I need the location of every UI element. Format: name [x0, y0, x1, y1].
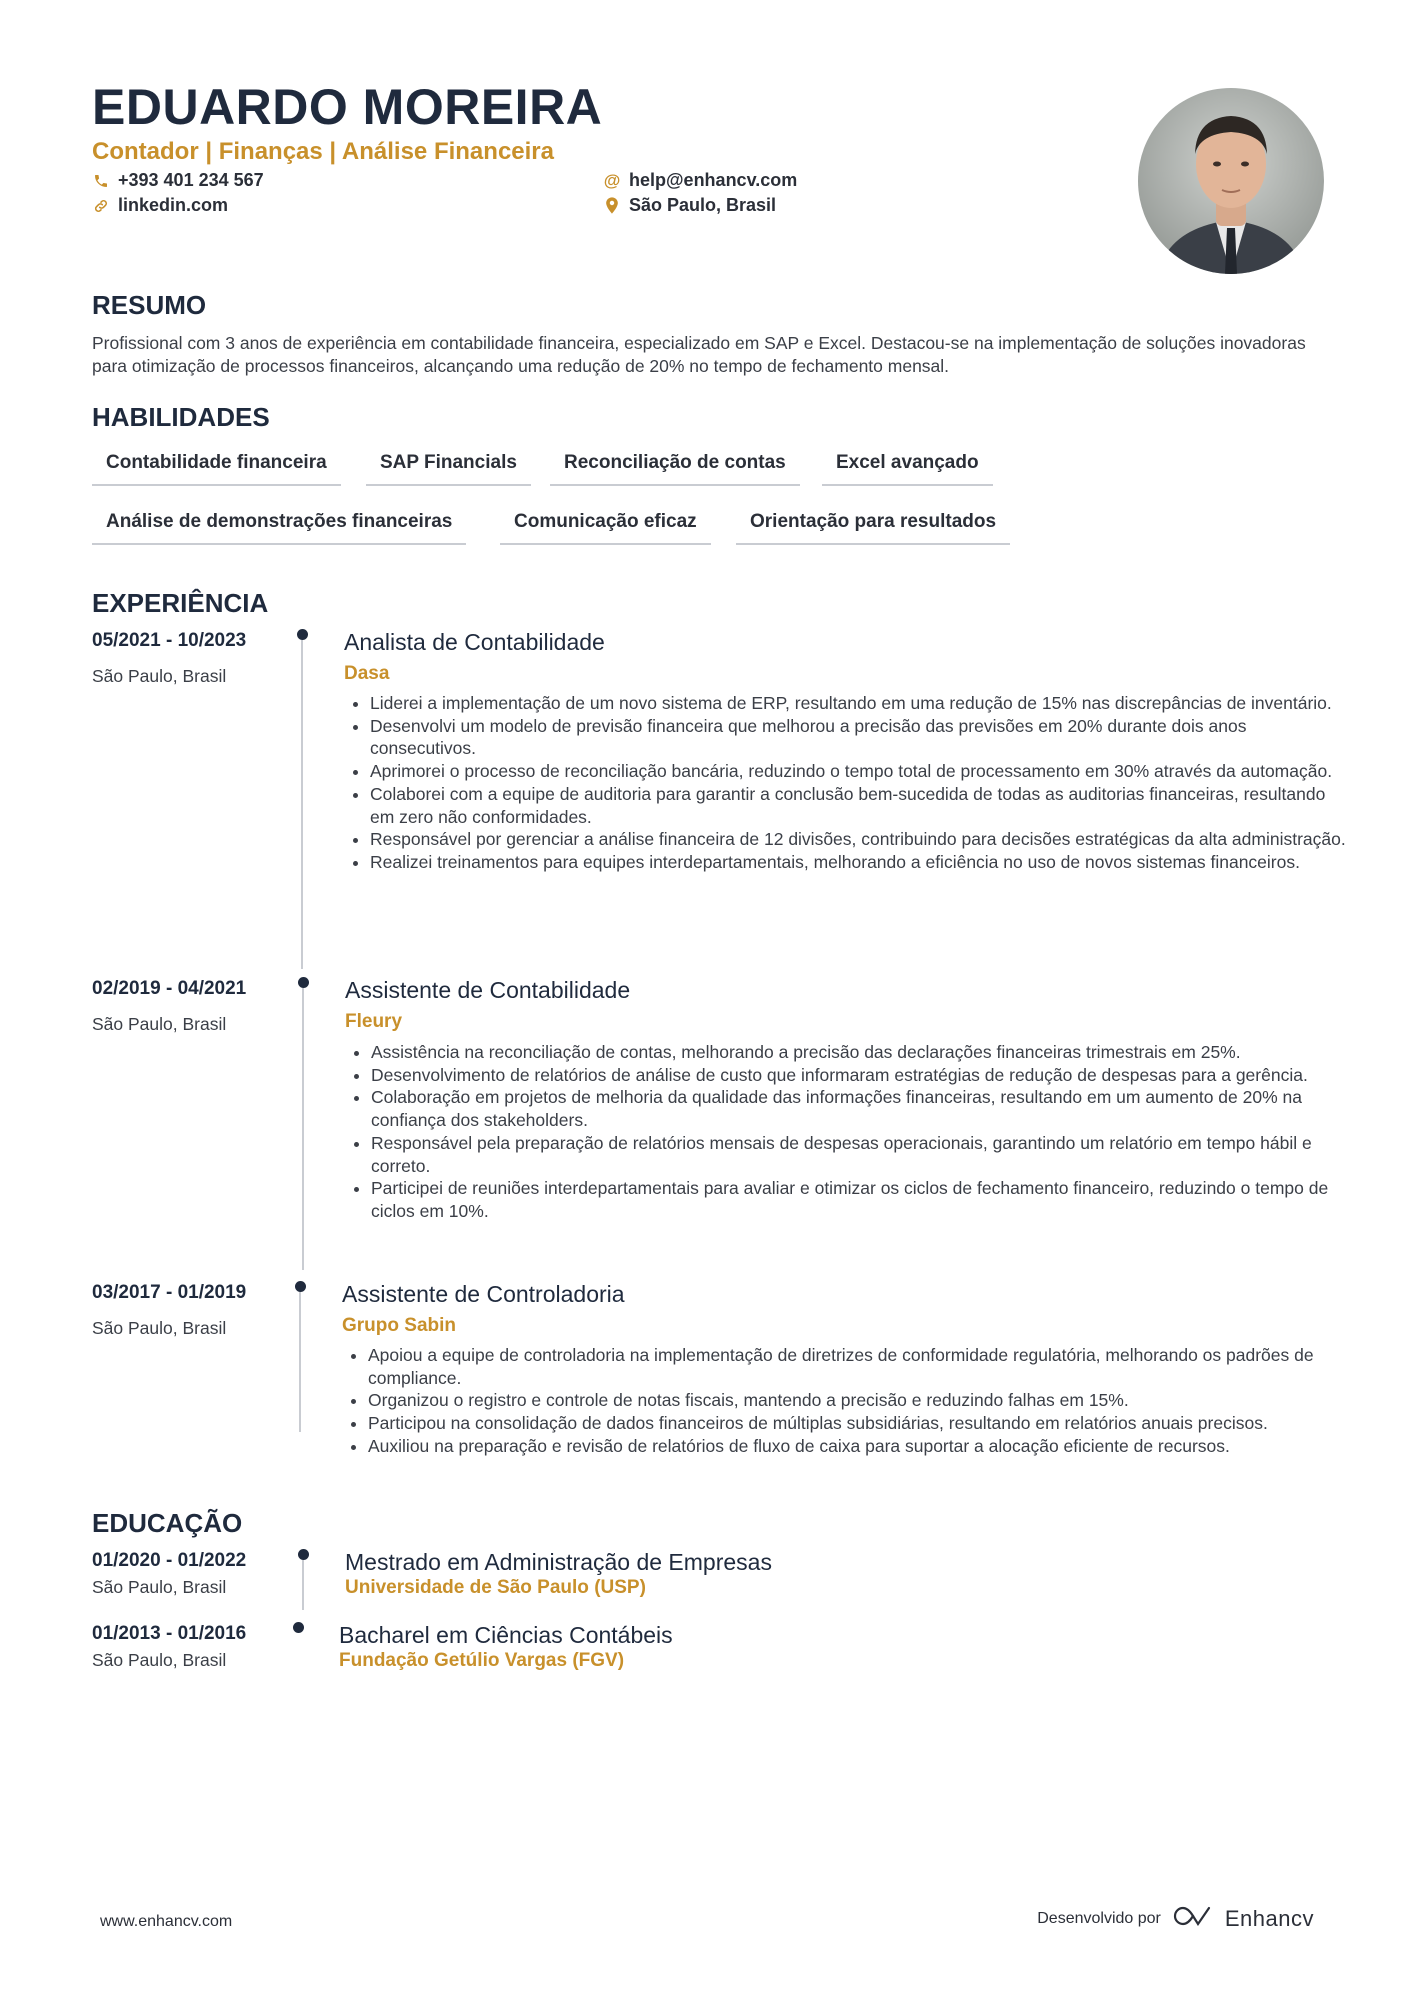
experience-company: Fleury	[345, 1011, 403, 1032]
bullet-item: • Desenvolvimento de relatórios de análise de custo que informaram estratégias de redução de despesas para a gerência.	[371, 1064, 1351, 1087]
education-date: 01/2020 - 01/2022	[92, 1550, 247, 1571]
candidate-name: EDUARDO MOREIRA	[92, 79, 603, 135]
education-location: São Paulo, Brasil	[92, 1650, 227, 1670]
experience-date: 03/2017 - 01/2019	[92, 1282, 247, 1303]
summary-text: Profissional com 3 anos de experiência em contabilidade financeira, especializado em SAP e Excel. Destacou-se na implementação de soluções inovadoras para otimização de processos financeiros, alcançando uma redução de 20% no tempo de fechamento mensal.	[92, 333, 1306, 376]
footer-brand: Enhancv	[1224, 1905, 1314, 1931]
education-degree: Bacharel em Ciências Contábeis	[339, 1622, 673, 1648]
skills-heading: HABILIDADES	[92, 402, 270, 432]
experience-location: São Paulo, Brasil	[92, 1318, 227, 1338]
bullet-item: • Auxiliou na preparação e revisão de relatórios de fluxo de caixa para suportar a alocação eficiente de recursos.	[368, 1435, 1348, 1458]
education-heading: EDUCAÇÃO	[92, 1508, 243, 1538]
timeline-dot	[297, 629, 308, 640]
experience-heading: EXPERIÊNCIA	[92, 588, 269, 618]
experience-role: Assistente de Contabilidade	[345, 977, 631, 1003]
link-icon	[92, 197, 110, 215]
candidate-title: Contador | Finanças | Análise Financeira	[92, 138, 554, 165]
experience-location: São Paulo, Brasil	[92, 1014, 227, 1034]
location-pin-icon	[603, 197, 621, 215]
skill-tag: Análise de demonstrações financeiras	[92, 511, 466, 545]
bullet-item: • Responsável por gerenciar a análise financeira de 12 divisões, contribuindo para decisões estratégicas da alta administração.	[370, 828, 1352, 851]
skill-tag: Excel avançado	[822, 452, 993, 486]
footer-built-by: Desenvolvido por	[1037, 1909, 1161, 1927]
bullet-item: • Assistência na reconciliação de contas, melhorando a precisão das declarações financeiras trimestrais em 25%.	[371, 1041, 1351, 1064]
experience-role: Analista de Contabilidade	[344, 629, 605, 655]
bullet-item: • Responsável pela preparação de relatórios mensais de despesas operacionais, garantindo um relatório em tempo hábil e correto.	[371, 1132, 1351, 1177]
contact-phone	[92, 170, 264, 191]
experience-company: Grupo Sabin	[342, 1315, 456, 1336]
experience-date: 02/2019 - 04/2021	[92, 978, 247, 999]
timeline-line	[299, 1292, 301, 1432]
skill-tag: Comunicação eficaz	[500, 511, 711, 545]
timeline-dot	[298, 1549, 309, 1560]
education-date: 01/2013 - 01/2016	[92, 1623, 247, 1644]
education-school: Fundação Getúlio Vargas (FGV)	[339, 1650, 625, 1671]
skill-tag: Orientação para resultados	[736, 511, 1010, 545]
contact-email	[603, 170, 797, 191]
contact-linkedin	[92, 195, 228, 216]
skill-tag: Contabilidade financeira	[92, 452, 341, 486]
education-degree: Mestrado em Administração de Empresas	[345, 1549, 772, 1575]
experience-bullets	[342, 1344, 1348, 1458]
timeline-line	[301, 640, 303, 969]
bullet-item: • Liderei a implementação de um novo sistema de ERP, resultando em uma redução de 15% nas discrepâncias de inventário.	[370, 692, 1352, 715]
footer-credit	[1037, 1905, 1314, 1932]
bullet-item: • Desenvolvi um modelo de previsão financeira que melhorou a precisão das previsões em 20% durante dois anos consecutivos.	[370, 715, 1352, 760]
timeline-line	[302, 988, 304, 1270]
profile-photo	[1138, 88, 1324, 274]
experience-date: 05/2021 - 10/2023	[92, 630, 247, 651]
bullet-item: • Participou na consolidação de dados financeiros de múltiplas subsidiárias, resultando em relatórios anuais precisos.	[368, 1412, 1348, 1435]
experience-company: Dasa	[344, 663, 390, 684]
bullet-item: • Colaborei com a equipe de auditoria para garantir a conclusão bem-sucedida de todas as auditorias financeiras, resultando em zero não conformidades.	[370, 783, 1352, 828]
education-location: São Paulo, Brasil	[92, 1577, 227, 1597]
skill-tag: SAP Financials	[366, 452, 531, 486]
bullet-item: • Apoiou a equipe de controladoria na implementação de diretrizes de conformidade regulatória, melhorando os padrões de compliance.	[368, 1344, 1348, 1389]
email-text[interactable]: help@enhancv.com	[629, 170, 798, 190]
timeline-dot	[293, 1622, 304, 1633]
bullet-item: • Realizei treinamentos para equipes interdepartamentais, melhorando a eficiência no uso de novos sistemas financeiros.	[370, 851, 1352, 874]
bullet-item: • Organizou o registro e controle de notas fiscais, mantendo a precisão e reduzindo falhas em 15%.	[368, 1389, 1348, 1412]
experience-bullets	[344, 692, 1352, 874]
bullet-item: • Colaboração em projetos de melhoria da qualidade das informações financeiras, resultando em um aumento de 20% na confiança dos stakeholders.	[371, 1086, 1351, 1131]
skill-tag: Reconciliação de contas	[550, 452, 800, 486]
summary-heading: RESUMO	[92, 290, 207, 320]
contact-location	[603, 195, 776, 216]
location-text: São Paulo, Brasil	[629, 195, 777, 215]
phone-icon	[92, 172, 110, 190]
footer-website[interactable]: www.enhancv.com	[100, 1913, 233, 1930]
at-icon: @	[603, 170, 621, 190]
experience-role: Assistente de Controladoria	[342, 1281, 625, 1307]
education-school: Universidade de São Paulo (USP)	[345, 1577, 646, 1598]
bullet-item: • Participei de reuniões interdepartamentais para avaliar e otimizar os ciclos de fechamento financeiro, reduzindo o tempo de ciclos em 10%.	[371, 1177, 1351, 1222]
experience-bullets	[345, 1041, 1351, 1223]
timeline-dot	[295, 1281, 306, 1292]
experience-location: São Paulo, Brasil	[92, 666, 227, 686]
timeline-dot	[298, 977, 309, 988]
phone-text: +393 401 234 567	[118, 170, 264, 190]
linkedin-text[interactable]: linkedin.com	[118, 195, 229, 215]
timeline-line	[302, 1560, 304, 1610]
enhancv-logo-icon	[1173, 1905, 1219, 1932]
bullet-item: • Aprimorei o processo de reconciliação bancária, reduzindo o tempo total de processamento em 30% através da automação.	[370, 760, 1352, 783]
